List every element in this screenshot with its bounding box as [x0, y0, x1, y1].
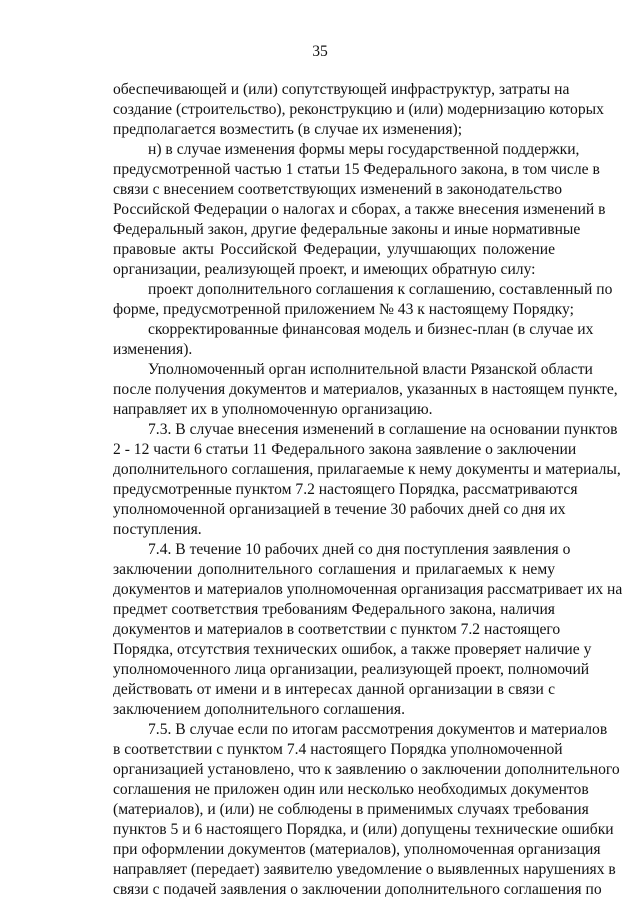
- text-line: пунктов 5 и 6 настоящего Порядка, и (или) допущены технические ошибки: [113, 821, 614, 838]
- text-line: правовые акты Российской Федерации, улучшающих положение: [113, 241, 555, 258]
- text-line: 7.5. В случае если по итогам рассмотрения документов и материалов: [148, 721, 608, 738]
- text-line: заключении дополнительного соглашения и прилагаемых к нему: [113, 561, 555, 578]
- text-line: Уполномоченный орган исполнительной власти Рязанской области: [148, 361, 593, 378]
- text-line: документов и материалов в соответствии с пунктом 7.2 настоящего: [113, 621, 561, 638]
- text-line: в соответствии с пунктом 7.4 настоящего Порядка уполномоченной: [113, 741, 563, 758]
- text-line: Российской Федерации о налогах и сборах, а также внесения изменений в: [113, 201, 606, 218]
- text-line: направляет (передает) заявителю уведомление о выявленных нарушениях в: [113, 861, 616, 878]
- text-line: дополнительного соглашения, прилагаемые к нему документы и материалы,: [113, 461, 621, 478]
- text-line: предмет соответствия требованиям Федерального закона, наличия: [113, 601, 555, 618]
- text-line: предусмотренные пунктом 7.2 настоящего Порядка, рассматриваются: [113, 481, 578, 498]
- text-line: изменения).: [113, 341, 193, 358]
- text-line: связи с подачей заявления о заключении дополнительного соглашения по: [113, 881, 602, 898]
- text-line: проект дополнительного соглашения к соглашению, составленный по: [148, 281, 613, 298]
- text-line: при оформлении документов (материалов), уполномоченная организация: [113, 841, 601, 858]
- text-line: соглашения не приложен один или несколько необходимых документов: [113, 781, 589, 798]
- text-line: действовать от имени и в интересах данной организации в связи с: [113, 681, 555, 698]
- text-line: заключением дополнительного соглашения.: [113, 701, 405, 718]
- text-line: поступления.: [113, 521, 202, 538]
- text-line: обеспечивающей и (или) сопутствующей инфраструктур, затраты на: [113, 81, 570, 98]
- text-line: уполномоченной организацией в течение 30 рабочих дней со дня их: [113, 501, 566, 518]
- text-line: (материалов), и (или) не соблюдены в применимых случаях требования: [113, 801, 589, 818]
- text-line: направляет их в уполномоченную организацию.: [113, 401, 433, 418]
- text-line: 2 - 12 части 6 статьи 11 Федерального закона заявление о заключении: [113, 441, 577, 458]
- text-line: форме, предусмотренной приложением № 43 к настоящему Порядку;: [113, 301, 574, 318]
- text-line: Федеральный закон, другие федеральные законы и иные нормативные: [113, 221, 581, 238]
- text-line: связи с внесением соответствующих изменений в законодательство: [113, 181, 563, 198]
- page-number: 35: [312, 43, 328, 60]
- text-line: создание (строительство), реконструкцию и (или) модернизацию которых: [113, 101, 604, 118]
- text-line: организации, реализующей проект, и имеющих обратную силу:: [113, 261, 536, 278]
- text-line: предполагается возместить (в случае их изменения);: [113, 121, 463, 138]
- text-line: организацией установлено, что к заявлению о заключении дополнительного: [113, 761, 620, 778]
- text-line: Порядка, отсутствия технических ошибок, а также проверяет наличие у: [113, 641, 592, 658]
- text-line: 7.4. В течение 10 рабочих дней со дня поступления заявления о: [148, 541, 571, 558]
- text-line: уполномоченного лица организации, реализующей проект, полномочий: [113, 661, 590, 678]
- text-line: после получения документов и материалов, указанных в настоящем пункте,: [113, 381, 618, 398]
- text-line: предусмотренной частью 1 статьи 15 Федерального закона, в том числе в: [113, 161, 600, 178]
- text-line: н) в случае изменения формы меры государственной поддержки,: [148, 141, 580, 158]
- text-line: скорректированные финансовая модель и бизнес-план (в случае их: [148, 321, 594, 338]
- text-line: документов и материалов уполномоченная организация рассматривает их на: [113, 581, 623, 598]
- text-line: 7.3. В случае внесения изменений в соглашение на основании пунктов: [148, 421, 618, 438]
